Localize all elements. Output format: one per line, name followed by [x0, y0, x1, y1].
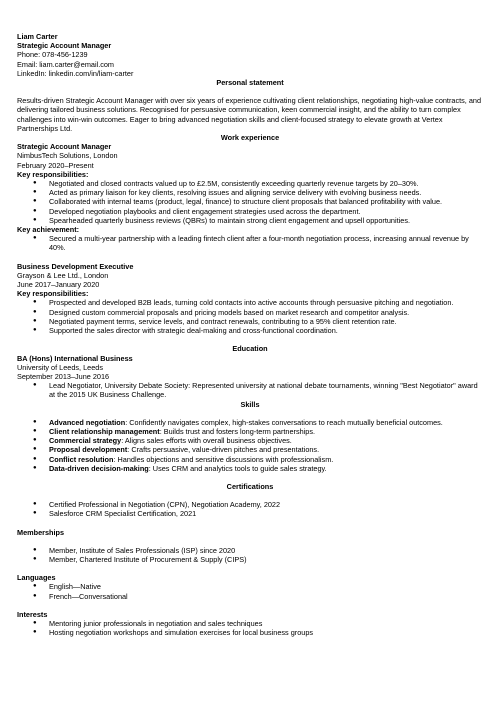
skill-name: Proposal development: [49, 445, 128, 455]
list-item: ● Acted as primary liaison for key clients, resolving issues and aligning service delivery with evolving business needs.: [17, 188, 483, 197]
languages-heading: Languages: [17, 573, 56, 583]
school: University of Leeds, Leeds: [17, 362, 103, 372]
list-item: ● Mentoring junior professionals in negotiation and sales techniques: [17, 619, 483, 628]
skill-name: Advanced negotiation: [49, 417, 126, 427]
education-dates: September 2013–June 2016: [17, 371, 110, 381]
skill-item: [17, 418, 483, 427]
interests-list: [17, 619, 483, 637]
job-company: NimbusTech Solutions, London: [17, 151, 118, 161]
list-item: ● Negotiated and closed contracts valued up to £2.5M, consistently exceeding quarterly revenue targets by 20–30%.: [17, 179, 483, 188]
skills-list: [17, 418, 483, 473]
education-list: [17, 381, 483, 399]
job-title: Business Development Executive: [17, 261, 134, 271]
skill-item: [17, 445, 483, 454]
list-item: ● English—Native: [17, 582, 483, 591]
phone: Phone: 078-456-1239: [17, 50, 88, 60]
skill-item: [17, 436, 483, 445]
list-item: ● French—Conversational: [17, 592, 483, 601]
skill-item: [17, 455, 483, 464]
skills-heading: Skills: [240, 399, 260, 409]
list-item: ● Collaborated with internal teams (product, legal, finance) to structure client proposals that balanced profitability with value.: [17, 197, 483, 206]
email: Email: liam.carter@email.com: [17, 59, 115, 69]
skill-desc: : Aligns sales efforts with overall business objectives.: [121, 436, 292, 446]
statement-heading: Personal statement: [216, 78, 284, 88]
skill-desc: : Builds trust and fosters long-term partnerships.: [159, 426, 316, 436]
linkedin: LinkedIn: linkedin.com/in/liam-carter: [17, 68, 134, 78]
skill-name: Client relationship management: [49, 426, 160, 436]
degree: BA (Hons) International Business: [17, 353, 133, 363]
languages-list: [17, 582, 483, 600]
job-dates: February 2020–Present: [17, 160, 94, 170]
list-item: ● Secured a multi-year partnership with a leading fintech client after a four-month negotiation process, increasing annual revenue by 40%.: [17, 234, 483, 252]
skill-desc: : Handles objections and sensitive discussions with professionalism.: [113, 454, 334, 464]
achievement-label: Key achievement:: [17, 225, 80, 235]
skill-name: Commercial strategy: [49, 436, 122, 446]
statement-text: Results-driven Strategic Account Manager with over six years of experience cultivating client relationships, negotiating high-value contracts, and delivering tailored business solutions. Recognised for persuasive communication, keen commercial insight, and the ability to turn complex challenges into win-win outcomes. Eager to bring advanced negotiation skills and client-focused strategy to elevate growth at Vertex Partnerships Ltd.: [17, 96, 482, 133]
certifications-heading: Certifications: [226, 481, 274, 491]
skill-desc: : Confidently navigates complex, high-stakes conversations to reach mutually beneficial outcomes.: [125, 417, 443, 427]
skill-item: [17, 427, 483, 436]
list-item: ● Negotiated payment terms, service levels, and contract renewals, contributing to a 95% client retention rate.: [17, 317, 483, 326]
certifications-list: [17, 500, 483, 518]
list-item: ● Hosting negotiation workshops and simulation exercises for local business groups: [17, 628, 483, 637]
responsibilities-label: Key responsibilities:: [17, 289, 89, 299]
memberships-list: [17, 546, 483, 564]
list-item: ● Salesforce CRM Specialist Certification, 2021: [17, 509, 483, 518]
candidate-name: Liam Carter: [17, 32, 58, 41]
skill-desc: : Uses CRM and analytics tools to guide sales strategy.: [148, 463, 327, 473]
list-item: ● Lead Negotiator, University Debate Society: Represented university at national debate tournaments, winning "Best Negotiator" award at the 2015 UK Business Challenge.: [17, 381, 483, 399]
achievement-list: [17, 234, 483, 252]
candidate-title: Strategic Account Manager: [17, 41, 112, 51]
job-title: Strategic Account Manager: [17, 142, 112, 152]
responsibilities-list: [17, 179, 483, 225]
list-item: ● Member, Institute of Sales Professionals (ISP) since 2020: [17, 546, 483, 555]
responsibilities-list: [17, 298, 483, 335]
memberships-heading: Memberships: [17, 527, 65, 537]
job-company: Grayson & Lee Ltd., London: [17, 270, 109, 280]
list-item: ● Prospected and developed B2B leads, turning cold contacts into active accounts through persuasive pitching and negotiation.: [17, 298, 483, 307]
job-dates: June 2017–January 2020: [17, 280, 100, 290]
education-heading: Education: [232, 344, 268, 354]
list-item: ● Member, Chartered Institute of Procurement & Supply (CIPS): [17, 555, 483, 564]
skill-item: [17, 464, 483, 473]
responsibilities-label: Key responsibilities:: [17, 169, 89, 179]
list-item: ● Designed custom commercial proposals and pricing models based on market research and competitor analysis.: [17, 308, 483, 317]
skill-name: Data-driven decision-making: [49, 463, 149, 473]
resume-page: [17, 32, 483, 637]
list-item: ● Certified Professional in Negotiation (CPN), Negotiation Academy, 2022: [17, 500, 483, 509]
list-item: ● Spearheaded quarterly business reviews (QBRs) to maintain strong client engagement and upsell opportunities.: [17, 216, 483, 225]
interests-heading: Interests: [17, 609, 48, 619]
list-item: ● Developed negotiation playbooks and client engagement strategies used across the department.: [17, 207, 483, 216]
skill-name: Conflict resolution: [49, 454, 114, 464]
list-item: ● Supported the sales director with strategic deal-making and cross-functional coordination.: [17, 326, 483, 335]
skill-desc: : Crafts persuasive, value-driven pitches and presentations.: [127, 445, 320, 455]
experience-heading: Work experience: [220, 133, 280, 143]
